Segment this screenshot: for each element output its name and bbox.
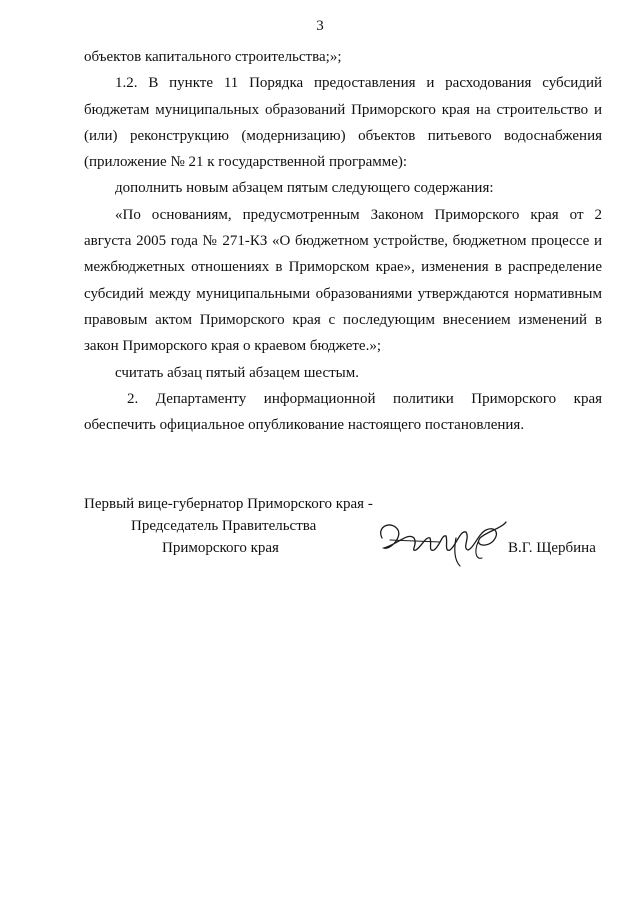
handwritten-signature bbox=[370, 508, 530, 578]
signatory-title-line1: Первый вице-губернатор Приморского края - bbox=[84, 496, 373, 512]
page-number: 3 bbox=[316, 18, 324, 34]
signatory-title-line3: Приморского края bbox=[162, 540, 279, 556]
paragraph-renumber: считать абзац пятый абзацем шестым. bbox=[115, 364, 359, 381]
paragraph-continuation: объектов капитального строительства;»; bbox=[84, 49, 342, 65]
document-body bbox=[84, 44, 602, 438]
paragraph-quoted-text: «По основаниям, предусмотренным Законом Приморского края от 2 августа 2005 года № 271-КЗ «О бюджетном устройстве, бюджетном процессе и межбюджетных отношениях в Приморском крае», изменения в распределение субсидий между муниципальными образованиями утверждаются нормативным правовым актом Приморского края с последующим внесением изменений в закон Приморского края о краевом бюджете.»; bbox=[84, 206, 602, 355]
paragraph-item-2: 2. Департаменту информационной политики Приморского края обеспечить официальное опубликование настоящего постановления. bbox=[84, 390, 602, 434]
paragraph-amend-instruction: дополнить новым абзацем пятым следующего содержания: bbox=[115, 180, 494, 197]
signatory-name: В.Г. Щербина bbox=[508, 540, 596, 556]
paragraph-item-1-2: 1.2. В пункте 11 Порядка предоставления и расходования субсидий бюджетам муниципальных образований Приморского края на строительство и (или) реконструкцию (модернизацию) объектов питьевого водоснабжения (приложение № 21 к государственной программе): bbox=[84, 75, 602, 171]
signatory-title-line2: Председатель Правительства bbox=[131, 518, 317, 534]
